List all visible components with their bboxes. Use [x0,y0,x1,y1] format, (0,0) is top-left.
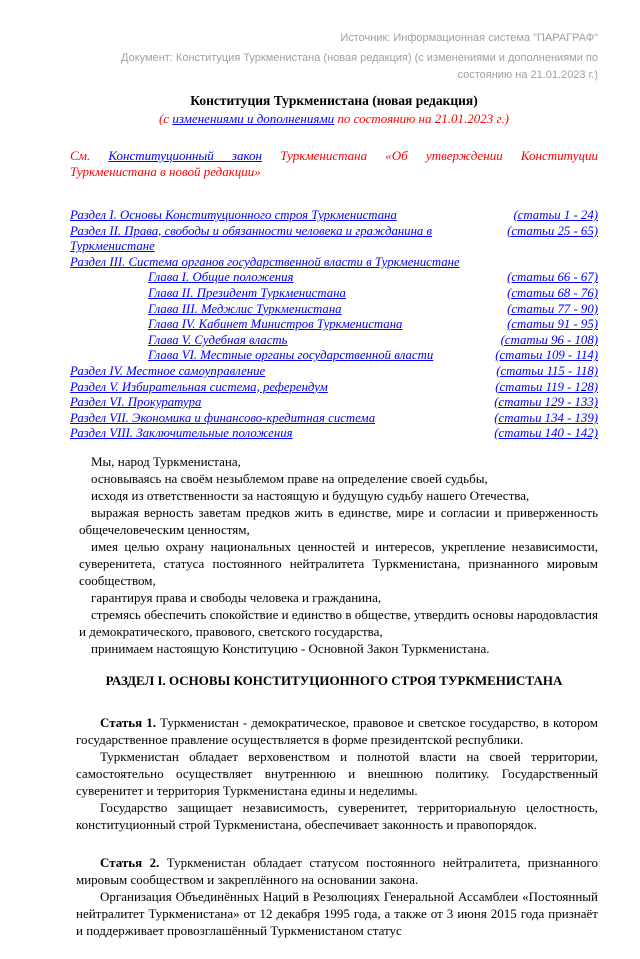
article-1-lead-paragraph [76,714,598,748]
article-1 [76,714,598,833]
toc-range-razdel-7[interactable]: (статьи 134 - 139) [494,410,598,425]
toc-link-razdel-6[interactable]: Раздел VI. Прокуратура [70,395,202,410]
toc-row-glava-3 [70,302,598,318]
article-2-label: Статья 2. [100,854,160,870]
toc-range-glava-5[interactable]: (статьи 96 - 108) [500,332,598,347]
preamble-paragraph: принимаем настоящую Конституцию - Основной Закон Туркменистана. [91,640,490,656]
preamble-paragraph: выражая верность заветам предков жить в единстве, мире и согласии и приверженность общечеловеческим ценностям, [79,504,598,537]
revision-suffix: по состоянию на 21.01.2023 г.) [334,111,509,126]
toc-row-razdel-8 [70,426,598,442]
toc-link-razdel-4[interactable]: Раздел IV. Местное самоуправление [70,363,266,378]
constitutional-law-link[interactable]: Конституционный закон [108,148,263,163]
toc-row-razdel-4 [70,364,598,380]
article-1-paragraph: Государство защищает независимость, суверенитет, территориальную целостность, конституционный строй Туркменистана, обеспечивает законность и правопорядок. [76,799,598,832]
toc-row-razdel-2 [70,224,598,255]
preamble [70,453,598,657]
toc-link-glava-1[interactable]: Глава I. Общие положения [148,270,294,285]
see-also-suffix: Туркменистана «Об утверждении Конституции Туркменистана в новой редакции» [70,148,598,179]
toc-row-glava-2 [70,286,598,302]
table-of-contents [70,208,598,442]
toc-row-razdel-6 [70,395,598,411]
toc-link-razdel-5[interactable]: Раздел V. Избирательная система, референдум [70,379,328,394]
toc-link-razdel-8[interactable]: Раздел VIII. Заключительные положения [70,426,293,441]
toc-range-razdel-1[interactable]: (статьи 1 - 24) [513,208,598,222]
preamble-paragraph: исходя из ответственности за настоящую и будущую судьбу нашего Отечества, [91,487,530,503]
revision-note [70,111,598,127]
toc-range-razdel-6[interactable]: (статьи 129 - 133) [494,395,598,410]
toc-row-razdel-7 [70,411,598,427]
toc-range-glava-2[interactable]: (статьи 68 - 76) [507,285,598,300]
article-2-lead-text: Туркменистан обладает статусом постоянного нейтралитета, признанного мировым сообществом и закреплённого на основании закона. [76,854,599,887]
toc-range-razdel-4[interactable]: (статьи 115 - 118) [496,363,598,378]
toc-row-glava-6 [70,348,598,364]
articles [70,714,598,939]
see-also-note [70,148,598,180]
toc-link-glava-6[interactable]: Глава VI. Местные органы государственной власти [148,348,434,363]
article-1-label: Статья 1. [100,714,156,730]
toc-row-glava-1 [70,270,598,286]
toc-link-glava-4[interactable]: Глава IV. Кабинет Министров Туркменистана [148,317,403,332]
preamble-paragraph: стремясь обеспечить спокойствие и единство в обществе, утвердить основы народовластия и демократического, правового, светского государства, [79,606,598,639]
toc-range-glava-4[interactable]: (статьи 91 - 95) [507,317,598,332]
toc-link-razdel-7[interactable]: Раздел VII. Экономика и финансово-кредитная система [70,410,376,425]
toc-link-razdel-3[interactable]: Раздел III. Система органов государственной власти в Туркменистане [70,254,460,269]
toc-link-glava-3[interactable]: Глава III. Меджлис Туркменистана [148,301,342,316]
preamble-paragraph: имея целью охрану национальных ценностей и интересов, укрепление независимости, суверенитета, статуса постоянного нейтралитета Туркменистана, признанного мировым сообществом, [79,538,598,588]
article-1-lead-text: Туркменистан - демократическое, правовое и светское государство, в котором государственное правление осуществляется в форме президентской республики. [76,714,598,747]
toc-link-glava-2[interactable]: Глава II. Президент Туркменистана [148,285,346,300]
toc-range-razdel-2[interactable]: (статьи 25 - 65) [507,223,598,238]
toc-row-glava-5 [70,333,598,349]
page-title: Конституция Туркменистана (новая редакция) [190,93,478,108]
toc-link-glava-5[interactable]: Глава V. Судебная власть [148,332,288,347]
revision-amendments-link[interactable]: изменениями и дополнениями [172,111,335,126]
preamble-paragraph: Мы, народ Туркменистана, [91,453,241,469]
source-line: Источник: Информационная система "ПАРАГРАФ" [340,32,598,44]
see-also-prefix: См. [70,148,109,163]
toc-range-razdel-8[interactable]: (статьи 140 - 142) [494,426,598,441]
meta-header [70,30,598,84]
toc-range-razdel-5[interactable]: (статьи 119 - 128) [495,379,598,394]
toc-row-razdel-5 [70,380,598,396]
article-2 [76,854,598,939]
revision-prefix: (с [159,111,173,126]
toc-range-glava-3[interactable]: (статьи 77 - 90) [507,301,598,316]
preamble-paragraph: основываясь на своём незыблемом праве на определение своей судьбы, [91,470,488,486]
toc-row-glava-4 [70,317,598,333]
document-line: Документ: Конституция Туркменистана (новая редакция) (с изменениями и дополнениями по состоянию на 21.01.2023 г.) [121,52,598,81]
toc-link-razdel-2[interactable]: Раздел II. Права, свободы и обязанности человека и гражданина в Туркменистане [70,223,433,254]
article-2-paragraph: Организация Объединённых Наций в Резолюциях Генеральной Ассамблеи «Постоянный нейтралитет Туркменистана» от 12 декабря 1995 года, а также от 3 июня 2015 года признаёт и поддерживает провозглашённый Туркменистаном статус [76,888,598,938]
toc-range-glava-1[interactable]: (статьи 66 - 67) [507,270,598,285]
article-1-paragraph: Туркменистан обладает верховенством и полнотой власти на своей территории, самостоятельно осуществляет внутреннюю и внешнюю политику. Государственный суверенитет и территория Туркменистана едины и неделимы. [76,748,598,798]
section-1-heading: РАЗДЕЛ I. ОСНОВЫ КОНСТИТУЦИОННОГО СТРОЯ ТУРКМЕНИСТАНА [105,672,563,688]
toc-range-glava-6[interactable]: (статьи 109 - 114) [495,348,598,363]
preamble-paragraph: гарантируя права и свободы человека и гражданина, [91,589,382,605]
toc-row-razdel-3 [70,255,598,271]
toc-row-razdel-1 [70,208,598,224]
article-2-lead-paragraph [76,854,598,888]
toc-link-razdel-1[interactable]: Раздел I. Основы Конституционного строя Туркменистана [70,208,397,222]
